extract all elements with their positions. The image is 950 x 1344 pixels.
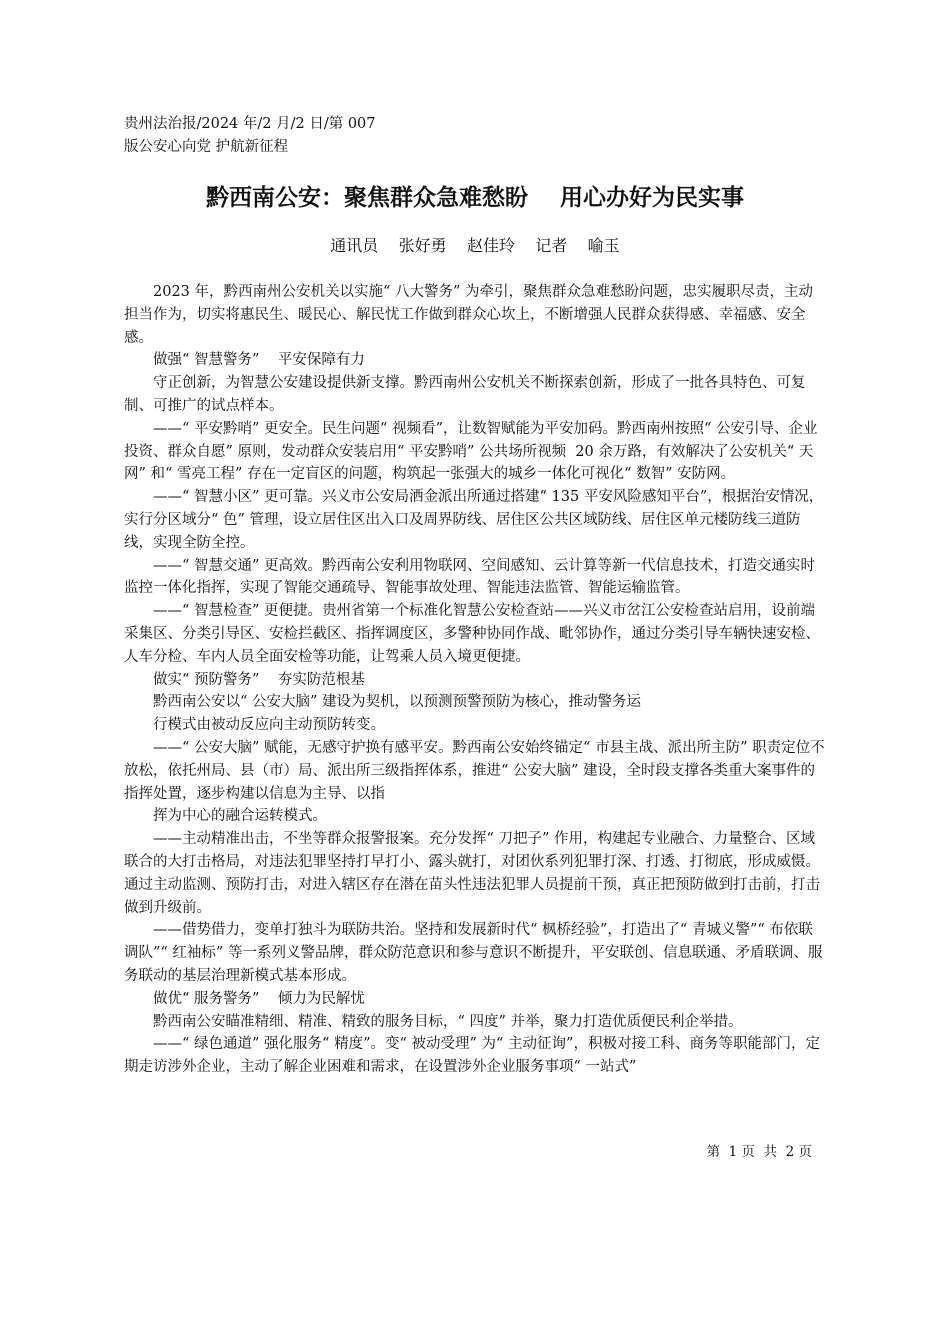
source-line-2: 版公安心向党 护航新征程 xyxy=(124,139,289,155)
section-heading: 做优“ 服务警务” 倾力为民解忧 xyxy=(153,990,365,1007)
paragraph: ——“ 绿色通道” 强化服务“ 精度”。变“ 被动受理” 为“ 主动征询”，积极对接工科、商务等职能部门，定期走访涉外企业，主动了解企业困难和需求，在设置涉外企业服务事项“ 一站式” xyxy=(124,1036,820,1076)
paragraph: ——借势借力，变单打独斗为联防共治。坚持和发展新时代“ 枫桥经验”，打造出了“ 青城义警”“ 布依联调队”“ 红袖标” 等一系列义警品牌，群众防范意识和参与意识不断提升，平安联创、信息联通、矛盾联调、服务联动的基层治理新模式基本形成。 xyxy=(124,922,823,984)
source-info xyxy=(124,113,824,159)
paragraph: ——主动精准出击，不坐等群众报警报案。充分发挥“ 刀把子” 作用，构建起专业融合、力量整合、区域联合的大打击格局，对违法犯罪坚持打早打小、露头就打，对团伙系列犯罪打深、打透、打彻底，形成威慑。通过主动监测、预防打击，对进入辖区存在潜在苗头性违法犯罪人员提前干预，真正把预防做到打击前，打击做到升级前。 xyxy=(124,831,820,916)
paragraph: 挥为中心的融合运转模式。 xyxy=(153,808,327,825)
paragraph: 黔西南公安以“ 公安大脑” 建设为契机，以预测预警预防为核心，推动警务运 xyxy=(153,694,642,711)
paragraph: 2023 年，黔西南州公安机关以实施“ 八大警务” 为牵引，聚焦群众急难愁盼问题，忠实履职尽责，主动担当作为，切实将惠民生、暖民心、解民忧工作做到群众心坎上，不断增强人民群众获得感、幸福感、安全感。 xyxy=(124,284,814,346)
section-heading: 做实“ 预防警务” 夯实防范根基 xyxy=(153,671,365,688)
paragraph: 行模式由被动反应向主动预防转变。 xyxy=(153,717,385,734)
paragraph: ——“ 智慧小区” 更可靠。兴义市公安局洒金派出所通过搭建“ 135 平安风险感知平台”，根据治安情况，实行分区域分“ 色” 管理，设立居住区出入口及周界防线、居住区公共区域防线、居住区单元楼防线三道防线，实现全防全控。 xyxy=(124,489,824,551)
paragraph: 黔西南公安瞄准精细、精准、精致的服务目标，“ 四度” 并举，聚力打造优质便民利企举措。 xyxy=(153,1013,743,1030)
article-title: 黔西南公安：聚焦群众急难愁盼 用心办好为民实事 xyxy=(205,184,745,211)
article-byline: 通讯员 张好勇 赵佳玲 记者 喻玉 xyxy=(330,236,620,255)
page-number: 第 1 页 共 2 页 xyxy=(706,1144,812,1160)
section-heading: 做强“ 智慧警务” 平安保障有力 xyxy=(153,352,365,369)
paragraph: ——“ 平安黔哨” 更安全。民生问题“ 视频看”，让数智赋能为平安加码。黔西南州按照“ 公安引导、企业投资、群众自愿” 原则，发动群众安装启用“ 平安黔哨” 公共场所视频 20 余万路，有效解决了公安机关“ 天网” 和“ 雪亮工程” 存在一定盲区的问题，构筑起一张强大的城乡一体化可视化“ 数智” 安防网。 xyxy=(124,420,818,483)
paragraph: 守正创新，为智慧公安建设提供新支撑。黔西南州公安机关不断探索创新，形成了一批各具特色、可复制、可推广的试点样本。 xyxy=(124,375,806,414)
paragraph: ——“ 智慧检查” 更便捷。贵州省第一个标准化智慧公安检查站——兴义市岔江公安检查站启用，设前端采集区、分类引导区、安检拦截区、指挥调度区，多警种协同作战、毗邻协作，通过分类引导车辆快速安检、人车分检、车内人员全面安检等功能，让驾乘人员入境更便捷。 xyxy=(124,603,820,665)
paragraph: ——“ 公安大脑” 赋能，无感守护换有感平安。黔西南公安始终锚定“ 市县主战、派出所主防” 职责定位不放松，依托州局、县（市）局、派出所三级指挥体系，推进“ 公安大脑” 建设，全时段支撑各类重大案事件的指挥处置，逐步构建以信息为主导、以指 xyxy=(124,739,825,802)
article-body xyxy=(124,281,826,1079)
paragraph: ——“ 智慧交通” 更高效。黔西南公安利用物联网、空间感知、云计算等新一代信息技术，打造交通实时监控一体化指挥，实现了智能交通疏导、智能事故处理、智能违法监管、智能运输监管。 xyxy=(124,557,816,597)
source-line-1: 贵州法治报/2024 年/2 月/2 日/第 007 xyxy=(124,116,376,132)
